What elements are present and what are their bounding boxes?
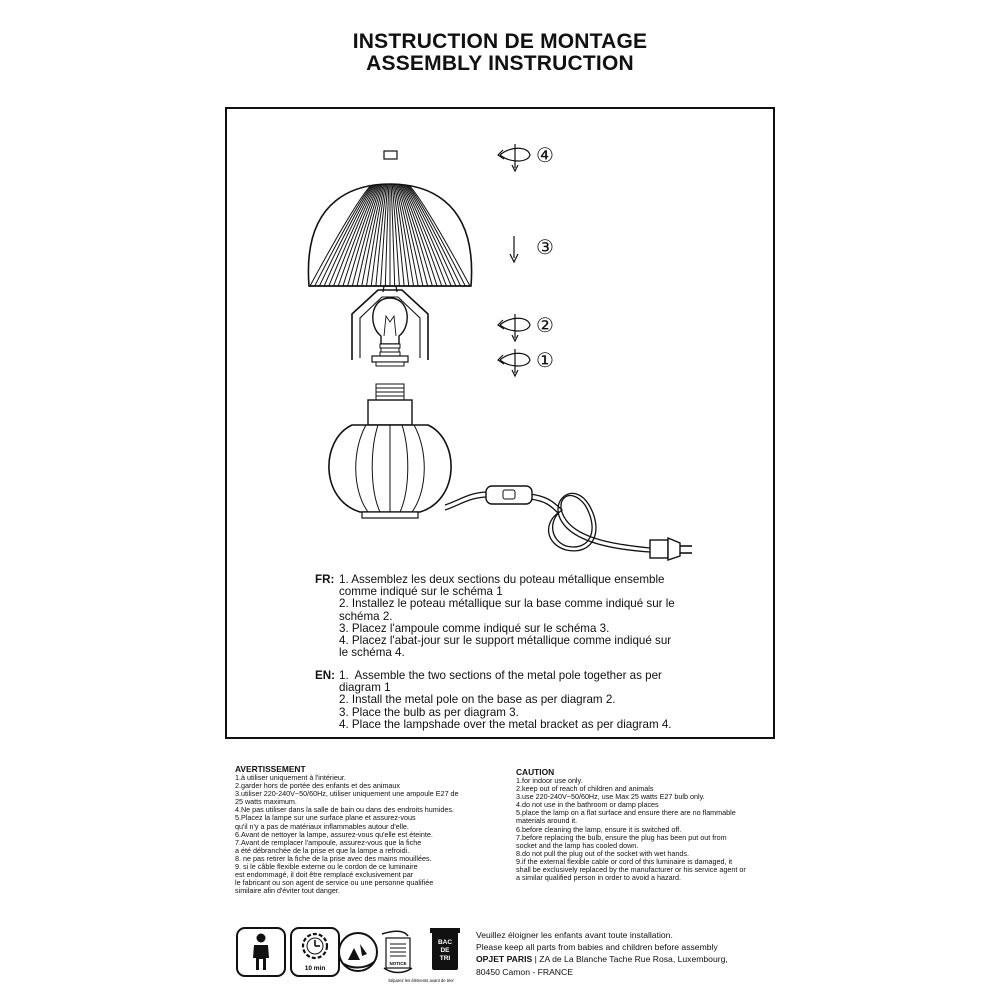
instruction-line: 3. Place the bulb as per diagram 3. — [339, 705, 519, 719]
warning-line: 3.utiliser 220-240V~50/60Hz, utiliser uniquement une ampoule E27 de — [235, 789, 459, 799]
warning-line: 8.do not pull the plug out of the socket with wet hands. — [516, 848, 690, 858]
bin-label-3: TRI — [439, 955, 451, 962]
warning-line: 6.before cleaning the lamp, ensure it is switched off. — [516, 824, 682, 834]
warning-line: 1.for indoor use only. — [516, 776, 583, 785]
instruction-line: 2. Installez le poteau métallique sur la base comme indiqué sur le — [339, 597, 675, 611]
instruction-line: schéma 2. — [339, 609, 393, 623]
instruction-line: diagram 1 — [339, 681, 391, 695]
warning-en — [516, 768, 791, 882]
footer-line-1: Veuillez éloigner les enfants avant toute installation. — [476, 930, 673, 940]
warning-line: 2.garder hors de portée des enfants et des animaux — [235, 781, 401, 791]
warning-line: 5.place the lamp on a flat surface and ensure there are no flammable — [516, 808, 736, 818]
instruction-line: 2. Install the metal pole on the base as per diagram 2. — [339, 693, 616, 707]
threaded-pole-part — [368, 384, 412, 425]
footer-address — [476, 953, 766, 965]
step-label-4: ④ — [536, 143, 554, 167]
warning-line: 1.à utiliser uniquement à l'intérieur. — [235, 773, 346, 782]
power-plug — [650, 538, 692, 560]
bulb-part — [372, 298, 408, 366]
warning-line: socket and the lamp has cooled down. — [516, 840, 639, 850]
instruction-line: le schéma 4. — [339, 646, 405, 660]
inline-switch — [486, 486, 532, 504]
clock-label: 10 min — [304, 965, 326, 972]
warning-title-en: CAUTION — [516, 767, 555, 777]
brand-name: OPJET PARIS — [476, 954, 533, 965]
step-label-3: ③ — [536, 235, 554, 259]
warning-line: a similar qualified person in order to avoid a hazard. — [516, 873, 682, 883]
warning-line: 3.use 220-240V~50/60Hz, use Max 25 watts E27 bulb only. — [516, 792, 705, 802]
warning-line: qu'il n'y a pas de matériaux inflammables autour d'elle. — [235, 821, 409, 831]
warning-line: a été débranchée de la prise et que la lampe a refroidi. — [235, 845, 410, 855]
warning-line: 7.before replacing the bulb, ensure the plug has been put out from — [516, 832, 727, 842]
warning-line: est endommagé, il doit être remplacé exclusivement par — [235, 870, 414, 880]
lang-tag-en: EN: — [315, 669, 335, 682]
step-label-2: ② — [536, 313, 554, 337]
bin-label-1: BAC — [437, 939, 453, 946]
warning-line: 8. ne pas retirer la fiche de la prise avec des mains mouillées. — [235, 853, 432, 863]
down-arrow-icon — [510, 236, 518, 262]
warning-fr — [235, 765, 520, 895]
instruction-line: 3. Placez l'ampoule comme indiqué sur le schéma 3. — [339, 621, 610, 635]
rotate-arrow-icon — [498, 349, 530, 376]
footer — [476, 929, 766, 978]
lang-tag-fr: FR: — [315, 573, 335, 586]
instruction-lines-en — [339, 670, 699, 731]
recycling-hands-icon — [339, 933, 377, 971]
warning-line: 9.if the external flexible cable or cord of this luminaire is damaged, it — [516, 856, 733, 866]
warning-line: 4.do not use in the bathroom or damp places — [516, 800, 659, 810]
sorting-caption: Séparez les éléments avant de trier — [388, 978, 454, 983]
instruction-line: comme indiqué sur le schéma 1 — [339, 585, 503, 599]
warning-line: 6.Avant de nettoyer la lampe, assurez-vous qu'elle est éteinte. — [235, 829, 433, 839]
clock-icon — [291, 928, 339, 976]
notice-sorting-icon — [382, 928, 460, 983]
instruction-line: 4. Place the lampshade over the metal bracket as per diagram 4. — [339, 717, 672, 731]
warning-line: 4.Ne pas utiliser dans la salle de bain ou dans des endroits humides. — [235, 805, 454, 815]
cap-part — [384, 151, 397, 159]
lampshade-part — [308, 184, 471, 286]
title-en: ASSEMBLY INSTRUCTION — [366, 52, 634, 75]
address-line: | ZA de La Blanche Tache Rue Rosa, Luxembourg, — [532, 954, 728, 965]
bin-label-2: DE — [440, 947, 450, 954]
pictogram-row — [236, 926, 466, 986]
person-icon — [237, 928, 285, 976]
power-cable — [445, 492, 650, 552]
rotate-arrow-icon — [498, 144, 530, 171]
rotate-arrow-icon — [498, 314, 530, 341]
footer-line-4: 80450 Camon - FRANCE — [476, 966, 573, 977]
warning-line: 7.Avant de remplacer l'ampoule, assurez-vous que la fiche — [235, 837, 422, 847]
title-fr: INSTRUCTION DE MONTAGE — [352, 30, 648, 53]
instruction-line: 1. Assemble the two sections of the metal pole together as per — [339, 669, 662, 682]
warning-line: le fabricant ou son agent de service ou une personne qualifiée — [235, 878, 434, 888]
warning-line: 9. si le câble flexible externe ou le cordon de ce luminaire — [235, 862, 418, 872]
warning-line: 25 watts maximum. — [235, 797, 297, 807]
instruction-line: 4. Placez l'abat-jour sur le support métallique comme indiqué sur — [339, 634, 672, 648]
notice-label: NOTICE — [389, 961, 407, 966]
warning-line: shall be exclusively replaced by the manufacturer or his service agent or — [516, 865, 746, 875]
instruction-lines-fr — [339, 574, 699, 659]
warning-line: materials around it. — [516, 816, 578, 826]
instruction-line: 1. Assemblez les deux sections du poteau métallique ensemble — [339, 573, 665, 586]
warning-line: 5.Placez la lampe sur une surface plane et assurez-vous — [235, 813, 416, 823]
warning-title-fr: AVERTISSEMENT — [235, 764, 306, 774]
warning-line: 2.keep out of reach of children and animals — [516, 784, 654, 794]
footer-line-2: Please keep all parts from babies and children before assembly — [476, 942, 718, 953]
lamp-base-part — [329, 425, 451, 518]
step-label-1: ① — [536, 348, 554, 372]
warning-line: similaire afin d'éviter tout danger. — [235, 886, 340, 896]
